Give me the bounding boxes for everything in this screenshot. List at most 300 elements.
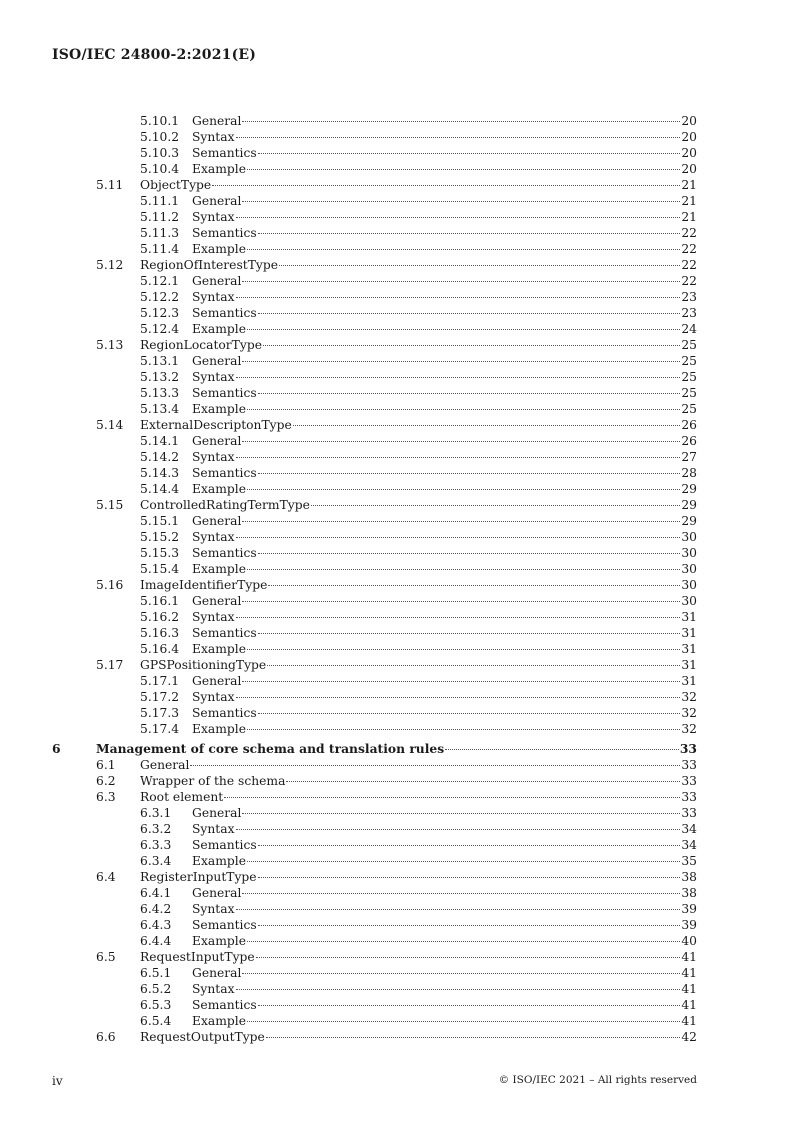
- toc-entry-title[interactable]: Management of core schema and translation rules: [96, 741, 445, 756]
- toc-entry-number: 6.5.1: [140, 966, 172, 980]
- toc-entry-number: 5.12.4: [140, 322, 180, 336]
- toc-entry-page[interactable]: 32: [681, 722, 697, 736]
- toc-entry[interactable]: [0, 305, 793, 321]
- toc-entry[interactable]: [0, 821, 793, 837]
- toc-entry-title[interactable]: Semantics: [192, 706, 257, 720]
- toc-entry-page[interactable]: 22: [681, 242, 697, 256]
- toc-entry-title[interactable]: Syntax: [192, 690, 235, 704]
- toc-entry-number: 5.12.3: [140, 306, 180, 320]
- toc-entry-page[interactable]: 24: [681, 322, 697, 336]
- toc-entry-page[interactable]: 33: [681, 790, 697, 804]
- toc-entry[interactable]: [0, 561, 793, 577]
- dot-leader: [258, 713, 681, 714]
- toc-entry[interactable]: [0, 465, 793, 481]
- toc-entry-title-line: [192, 513, 697, 529]
- toc-entry-title-line: [192, 917, 697, 933]
- toc-entry-number: 6.3.1: [140, 806, 172, 820]
- dot-leader: [242, 521, 680, 522]
- toc-entry-page[interactable]: 20: [681, 146, 697, 160]
- toc-entry-title-line: [192, 401, 697, 417]
- toc-entry-page[interactable]: 21: [681, 194, 697, 208]
- dot-leader: [258, 393, 681, 394]
- toc-entry-page[interactable]: 32: [681, 706, 697, 720]
- toc-entry-number: 6.4.3: [140, 918, 172, 932]
- toc-entry[interactable]: [0, 513, 793, 529]
- toc-entry-page[interactable]: 35: [681, 854, 697, 868]
- toc-entry[interactable]: [0, 933, 793, 949]
- toc-entry-title-line: [192, 273, 697, 289]
- toc-entry-title[interactable]: Semantics: [192, 918, 257, 932]
- toc-entry-title-line: [192, 129, 697, 145]
- toc-entry-title[interactable]: General: [192, 886, 242, 900]
- toc-entry[interactable]: [0, 773, 793, 789]
- toc-entry[interactable]: [0, 705, 793, 721]
- dot-leader: [247, 329, 680, 330]
- toc-entry-title[interactable]: Syntax: [192, 130, 235, 144]
- toc-entry-title[interactable]: Example: [192, 402, 246, 416]
- toc-entry-number: 6.6: [96, 1030, 116, 1044]
- toc-entry-title-line: [192, 465, 697, 481]
- toc-entry-title[interactable]: GPSPositioningType: [140, 658, 267, 672]
- toc-entry-page[interactable]: 31: [681, 610, 697, 624]
- toc-entry-number: 5.12: [96, 258, 124, 272]
- toc-entry-title-line: [192, 997, 697, 1013]
- toc-entry-title[interactable]: ImageIdentifierType: [140, 578, 268, 592]
- dot-leader: [224, 797, 680, 798]
- toc-entry-number: 5.13.4: [140, 402, 180, 416]
- toc-entry-page[interactable]: 30: [681, 562, 697, 576]
- toc-entry-page[interactable]: 29: [681, 498, 697, 512]
- toc-entry[interactable]: [0, 721, 793, 737]
- toc-entry-page[interactable]: 29: [681, 514, 697, 528]
- toc-entry-title-line: [192, 353, 697, 369]
- toc-entry[interactable]: [0, 757, 793, 773]
- toc-entry[interactable]: [0, 273, 793, 289]
- dot-leader: [247, 489, 680, 490]
- toc-entry[interactable]: [0, 949, 793, 965]
- toc-entry-number: 6.3.4: [140, 854, 172, 868]
- toc-entry-number: 5.12.2: [140, 290, 180, 304]
- toc-entry-title-line: [192, 705, 697, 721]
- toc-entry-title-line: [192, 625, 697, 641]
- dot-leader: [247, 169, 680, 170]
- toc-entry-title-line: [192, 529, 697, 545]
- dot-leader: [286, 781, 680, 782]
- toc-entry[interactable]: [0, 853, 793, 869]
- toc-entry[interactable]: [0, 609, 793, 625]
- toc-entry-title-line: [140, 417, 697, 433]
- toc-entry-title[interactable]: Example: [192, 642, 246, 656]
- toc-entry-title[interactable]: Syntax: [192, 210, 235, 224]
- toc-entry-number: 5.10.2: [140, 130, 180, 144]
- toc-entry[interactable]: [0, 1013, 793, 1029]
- toc-entry-page[interactable]: 20: [681, 114, 697, 128]
- toc-entry-title[interactable]: General: [192, 514, 242, 528]
- toc-entry-title[interactable]: General: [192, 806, 242, 820]
- toc-entry[interactable]: [0, 145, 793, 161]
- page-number: iv: [52, 1074, 63, 1088]
- toc-entry-number: 5.11.1: [140, 194, 180, 208]
- toc-entry-page[interactable]: 21: [681, 210, 697, 224]
- toc-entry-page[interactable]: 30: [681, 530, 697, 544]
- toc-entry-page[interactable]: 25: [681, 354, 697, 368]
- toc-entry-page[interactable]: 38: [681, 870, 697, 884]
- toc-entry-page[interactable]: 31: [681, 674, 697, 688]
- toc-entry-title-line: [192, 933, 697, 949]
- toc-entry[interactable]: [0, 257, 793, 273]
- dot-leader: [266, 1037, 681, 1038]
- toc-entry-number: 5.14.1: [140, 434, 180, 448]
- toc-entry-number: 5.17.4: [140, 722, 180, 736]
- toc-entry-title-line: [140, 869, 697, 885]
- toc-entry[interactable]: [0, 113, 793, 129]
- toc-entry-title[interactable]: Semantics: [192, 466, 257, 480]
- toc-entry-number: 6.2: [96, 774, 116, 788]
- toc-entry-title-line: [192, 289, 697, 305]
- toc-entry[interactable]: [0, 837, 793, 853]
- toc-entry[interactable]: [0, 337, 793, 353]
- toc-entry-page[interactable]: 34: [681, 822, 697, 836]
- dot-leader: [242, 361, 680, 362]
- dot-leader: [258, 633, 681, 634]
- dot-leader: [311, 505, 680, 506]
- toc-entry-number: 5.16: [96, 578, 124, 592]
- toc-entry-number: 5.14.2: [140, 450, 180, 464]
- toc-entry[interactable]: [0, 129, 793, 145]
- toc-entry-title[interactable]: Semantics: [192, 386, 257, 400]
- toc-entry[interactable]: [0, 321, 793, 337]
- toc-entry-title[interactable]: Example: [192, 854, 246, 868]
- toc-entry[interactable]: [0, 353, 793, 369]
- dot-leader: [247, 649, 680, 650]
- toc-entry-title[interactable]: Semantics: [192, 226, 257, 240]
- toc-entry-title-line: [192, 821, 697, 837]
- toc-entry-page[interactable]: 32: [681, 690, 697, 704]
- toc-entry-title-line: [192, 113, 697, 129]
- toc-entry[interactable]: [0, 289, 793, 305]
- toc-entry-page[interactable]: 26: [681, 418, 697, 432]
- toc-entry-title-line: [192, 901, 697, 917]
- toc-entry-title[interactable]: General: [192, 114, 242, 128]
- dot-leader: [236, 829, 681, 830]
- toc-entry-title-line: [192, 885, 697, 901]
- toc-entry-title[interactable]: Syntax: [192, 290, 235, 304]
- toc-entry-number: 5.15.1: [140, 514, 180, 528]
- toc-entry[interactable]: [0, 177, 793, 193]
- toc-entry[interactable]: [0, 577, 793, 593]
- toc-entry-title[interactable]: RegisterInputType: [140, 870, 257, 884]
- dot-leader: [242, 893, 680, 894]
- toc-entry-number: 5.17: [96, 658, 124, 672]
- toc-entry[interactable]: [0, 657, 793, 673]
- toc-entry-title[interactable]: Example: [192, 722, 246, 736]
- toc-entry[interactable]: [0, 625, 793, 641]
- toc-entry-title[interactable]: Example: [192, 1014, 246, 1028]
- dot-leader: [236, 297, 681, 298]
- toc-entry-page[interactable]: 26: [681, 434, 697, 448]
- toc-entry-page[interactable]: 27: [681, 450, 697, 464]
- toc-entry-page[interactable]: 29: [681, 482, 697, 496]
- toc-entry-page[interactable]: 41: [681, 950, 697, 964]
- toc-entry[interactable]: [0, 981, 793, 997]
- dot-leader: [247, 249, 680, 250]
- toc-entry-title[interactable]: Example: [192, 242, 246, 256]
- toc-entry-title-line: [192, 673, 697, 689]
- toc-entry-title[interactable]: General: [192, 434, 242, 448]
- toc-entry-number: 5.15.4: [140, 562, 180, 576]
- toc-entry-title-line: [140, 577, 697, 593]
- dot-leader: [242, 281, 680, 282]
- toc-entry-title[interactable]: General: [140, 758, 190, 772]
- toc-entry-page[interactable]: 20: [681, 130, 697, 144]
- toc-entry-number: 5.11.2: [140, 210, 180, 224]
- dot-leader: [242, 441, 680, 442]
- toc-entry[interactable]: [0, 789, 793, 805]
- toc-entry-title[interactable]: Semantics: [192, 998, 257, 1012]
- dot-leader: [445, 749, 679, 750]
- dot-leader: [247, 569, 680, 570]
- toc-entry-title[interactable]: RegionLocatorType: [140, 338, 262, 352]
- dot-leader: [236, 989, 681, 990]
- dot-leader: [242, 601, 680, 602]
- toc-entry-title[interactable]: General: [192, 594, 242, 608]
- toc-entry-page[interactable]: 40: [681, 934, 697, 948]
- toc-entry-number: 6.3.2: [140, 822, 172, 836]
- toc-entry[interactable]: [0, 417, 793, 433]
- toc-entry[interactable]: [0, 673, 793, 689]
- toc-entry-title[interactable]: Example: [192, 322, 246, 336]
- toc-entry[interactable]: [0, 433, 793, 449]
- dot-leader: [242, 813, 680, 814]
- toc-entry-page[interactable]: 25: [681, 338, 697, 352]
- document-id-header: ISO/IEC 24800-2:2021(E): [52, 47, 257, 63]
- toc-entry-page[interactable]: 33: [679, 741, 697, 756]
- toc-entry[interactable]: [0, 545, 793, 561]
- toc-entry-title[interactable]: RegionOfInterestType: [140, 258, 278, 272]
- toc-entry[interactable]: [0, 965, 793, 981]
- toc-entry-title[interactable]: Semantics: [192, 626, 257, 640]
- toc-entry-page[interactable]: 31: [681, 642, 697, 656]
- toc-entry-page[interactable]: 25: [681, 370, 697, 384]
- toc-entry[interactable]: [0, 497, 793, 513]
- toc-entry-title[interactable]: General: [192, 966, 242, 980]
- toc-entry-number: 5.16.4: [140, 642, 180, 656]
- toc-entry[interactable]: [0, 529, 793, 545]
- toc-entry-title[interactable]: General: [192, 274, 242, 288]
- toc-entry[interactable]: [0, 741, 793, 757]
- toc-entry-number: 5.11: [96, 178, 124, 192]
- toc-entry-page[interactable]: 31: [681, 626, 697, 640]
- dot-leader: [258, 1005, 681, 1006]
- toc-entry-page[interactable]: 22: [681, 274, 697, 288]
- copyright-notice: © ISO/IEC 2021 – All rights reserved: [498, 1074, 697, 1086]
- dot-leader: [247, 409, 680, 410]
- toc-entry-number: 6.4.4: [140, 934, 172, 948]
- toc-entry-title[interactable]: Root element: [140, 790, 224, 804]
- toc-entry-page[interactable]: 38: [681, 886, 697, 900]
- toc-entry-number: 6.5: [96, 950, 116, 964]
- toc-entry-page[interactable]: 31: [681, 658, 697, 672]
- toc-entry-title[interactable]: RequestOutputType: [140, 1030, 265, 1044]
- toc-entry-page[interactable]: 39: [681, 918, 697, 932]
- toc-entry-page[interactable]: 28: [681, 466, 697, 480]
- toc-entry-number: 5.12.1: [140, 274, 180, 288]
- toc-entry-title-line: [140, 657, 697, 673]
- toc-entry-page[interactable]: 22: [681, 258, 697, 272]
- toc-entry-number: 5.13.1: [140, 354, 180, 368]
- toc-entry-title-line: [192, 837, 697, 853]
- toc-entry-page[interactable]: 39: [681, 902, 697, 916]
- toc-entry[interactable]: [0, 225, 793, 241]
- table-of-contents: [0, 113, 793, 1045]
- toc-entry[interactable]: [0, 901, 793, 917]
- toc-entry-title[interactable]: Example: [192, 482, 246, 496]
- toc-entry-number: 5.11.4: [140, 242, 180, 256]
- dot-leader: [242, 973, 680, 974]
- dot-leader: [242, 681, 680, 682]
- toc-entry-title[interactable]: Semantics: [192, 838, 257, 852]
- dot-leader: [268, 585, 680, 586]
- toc-entry-title-line: [140, 789, 697, 805]
- toc-entry-page[interactable]: 30: [681, 594, 697, 608]
- dot-leader: [247, 941, 680, 942]
- toc-entry-title[interactable]: Syntax: [192, 610, 235, 624]
- dot-leader: [236, 457, 681, 458]
- dot-leader: [256, 957, 681, 958]
- toc-entry-title-line: [192, 385, 697, 401]
- toc-entry-page[interactable]: 23: [681, 306, 697, 320]
- dot-leader: [258, 553, 681, 554]
- toc-entry-page[interactable]: 25: [681, 386, 697, 400]
- toc-entry[interactable]: [0, 805, 793, 821]
- toc-entry-title-line: [192, 721, 697, 737]
- toc-entry-title[interactable]: Example: [192, 162, 246, 176]
- toc-entry-page[interactable]: 33: [681, 806, 697, 820]
- toc-entry-number: 6.3.3: [140, 838, 172, 852]
- toc-entry-title-line: [140, 757, 697, 773]
- toc-entry-number: 5.16.2: [140, 610, 180, 624]
- toc-entry-title-line: [192, 369, 697, 385]
- toc-entry-page[interactable]: 22: [681, 226, 697, 240]
- toc-entry-page[interactable]: 25: [681, 402, 697, 416]
- toc-entry[interactable]: [0, 689, 793, 705]
- dot-leader: [236, 377, 681, 378]
- dot-leader: [190, 765, 680, 766]
- toc-entry-title[interactable]: ObjectType: [140, 178, 212, 192]
- dot-leader: [247, 1021, 680, 1022]
- toc-entry-page[interactable]: 41: [681, 982, 697, 996]
- dot-leader: [258, 233, 681, 234]
- toc-entry-number: 5.16.3: [140, 626, 180, 640]
- toc-entry[interactable]: [0, 885, 793, 901]
- toc-entry-number: 6.4.1: [140, 886, 172, 900]
- toc-entry-title[interactable]: Semantics: [192, 146, 257, 160]
- toc-entry-page[interactable]: 42: [681, 1030, 697, 1044]
- toc-entry-page[interactable]: 41: [681, 966, 697, 980]
- toc-entry-title-line: [192, 481, 697, 497]
- toc-entry-title[interactable]: RequestInputType: [140, 950, 255, 964]
- toc-entry[interactable]: [0, 449, 793, 465]
- toc-entry-number: 5.15.2: [140, 530, 180, 544]
- dot-leader: [247, 729, 680, 730]
- toc-entry-number: 5.14.3: [140, 466, 180, 480]
- toc-entry-title-line: [192, 641, 697, 657]
- toc-entry-page[interactable]: 30: [681, 546, 697, 560]
- toc-entry-title[interactable]: Syntax: [192, 822, 235, 836]
- toc-entry[interactable]: [0, 481, 793, 497]
- toc-entry-page[interactable]: 20: [681, 162, 697, 176]
- toc-entry[interactable]: [0, 641, 793, 657]
- toc-entry-number: 5.15.3: [140, 546, 180, 560]
- toc-entry-title[interactable]: Syntax: [192, 982, 235, 996]
- dot-leader: [236, 697, 681, 698]
- toc-entry-title[interactable]: Semantics: [192, 546, 257, 560]
- dot-leader: [258, 877, 681, 878]
- toc-entry-title[interactable]: Example: [192, 562, 246, 576]
- toc-entry-title-line: [192, 593, 697, 609]
- toc-entry-number: 5.16.1: [140, 594, 180, 608]
- toc-entry-title[interactable]: Wrapper of the schema: [140, 774, 286, 788]
- dot-leader: [236, 537, 681, 538]
- toc-entry-title[interactable]: Semantics: [192, 306, 257, 320]
- toc-entry-title[interactable]: General: [192, 194, 242, 208]
- dot-leader: [242, 121, 680, 122]
- toc-entry-title-line: [192, 545, 697, 561]
- toc-entry[interactable]: [0, 869, 793, 885]
- toc-entry-title[interactable]: Syntax: [192, 530, 235, 544]
- toc-entry-number: 5.14.4: [140, 482, 180, 496]
- toc-entry-page[interactable]: 41: [681, 1014, 697, 1028]
- toc-entry-page[interactable]: 30: [681, 578, 697, 592]
- toc-entry[interactable]: [0, 997, 793, 1013]
- toc-entry-title-line: [140, 337, 697, 353]
- toc-entry[interactable]: [0, 401, 793, 417]
- toc-entry-page[interactable]: 41: [681, 998, 697, 1012]
- toc-entry-title[interactable]: Syntax: [192, 450, 235, 464]
- toc-entry-title[interactable]: Syntax: [192, 370, 235, 384]
- toc-entry-page[interactable]: 33: [681, 774, 697, 788]
- toc-entry-title[interactable]: General: [192, 354, 242, 368]
- toc-entry[interactable]: [0, 593, 793, 609]
- toc-entry[interactable]: [0, 917, 793, 933]
- toc-entry-page[interactable]: 34: [681, 838, 697, 852]
- toc-entry[interactable]: [0, 209, 793, 225]
- toc-entry-number: 5.17.1: [140, 674, 180, 688]
- toc-entry[interactable]: [0, 1029, 793, 1045]
- dot-leader: [293, 425, 681, 426]
- dot-leader: [258, 845, 681, 846]
- toc-entry-title[interactable]: Syntax: [192, 902, 235, 916]
- toc-entry-page[interactable]: 21: [681, 178, 697, 192]
- toc-entry-title[interactable]: General: [192, 674, 242, 688]
- toc-entry-title[interactable]: ControlledRatingTermType: [140, 498, 310, 512]
- toc-entry-page[interactable]: 23: [681, 290, 697, 304]
- toc-entry-number: 6.4: [96, 870, 116, 884]
- toc-entry-number: 5.10.1: [140, 114, 180, 128]
- dot-leader: [236, 137, 681, 138]
- toc-entry[interactable]: [0, 385, 793, 401]
- toc-entry[interactable]: [0, 369, 793, 385]
- toc-entry-title-line: [192, 965, 697, 981]
- dot-leader: [258, 925, 681, 926]
- dot-leader: [258, 153, 681, 154]
- toc-entry-title[interactable]: ExternalDescriptonType: [140, 418, 292, 432]
- toc-entry[interactable]: [0, 161, 793, 177]
- toc-entry-title[interactable]: Example: [192, 934, 246, 948]
- toc-entry[interactable]: [0, 241, 793, 257]
- toc-entry-page[interactable]: 33: [681, 758, 697, 772]
- toc-entry[interactable]: [0, 193, 793, 209]
